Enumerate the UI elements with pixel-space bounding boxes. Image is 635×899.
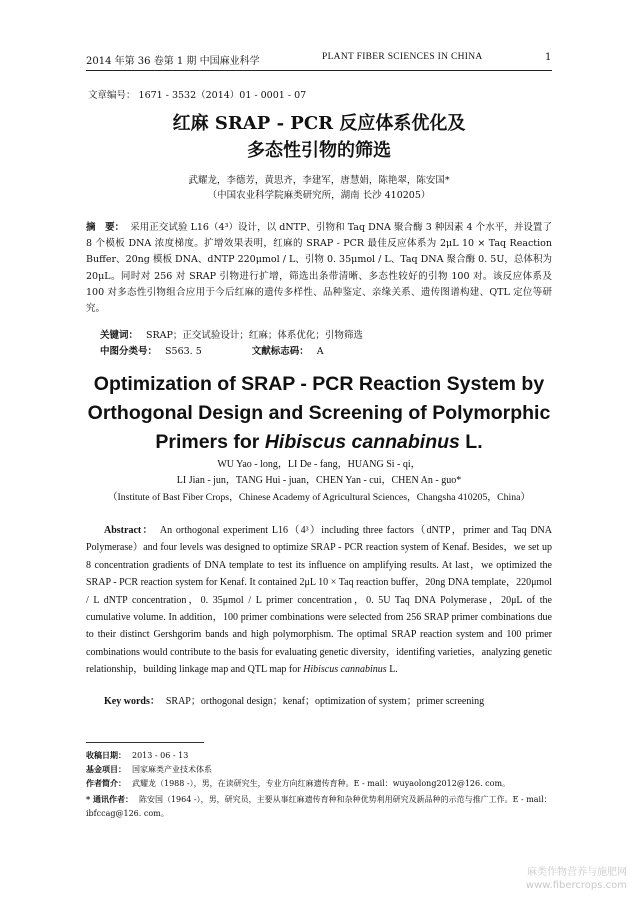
watermark-line2: www.fibercrops.com xyxy=(525,880,627,891)
title-cn-line1: 红麻 SRAP - PCR 反应体系优化及 xyxy=(172,113,466,134)
fund-text: 国家麻类产业技术体系 xyxy=(132,765,212,774)
keywords-cn-label: 关键词： xyxy=(100,330,139,341)
abstract-en-species: Hibiscus cannabinus xyxy=(303,664,387,676)
corresponding-label: * 通讯作者： xyxy=(86,794,133,804)
abstract-en xyxy=(86,522,552,679)
article-number: 文章编号： 1671 - 3532（2014）01 - 0001 - 07 xyxy=(88,90,307,101)
site-watermark xyxy=(526,866,627,892)
watermark-line1: 麻类作物营养与施肥网 xyxy=(527,867,627,878)
footnote-received xyxy=(86,748,556,763)
clc-value: S563. 5 xyxy=(165,346,202,357)
author-bio-text: 武耀龙（1988 -），男，在读研究生，专业方向红麻遗传育种。E - mail：wuyaolong2012@126. com。 xyxy=(132,779,511,788)
running-header-journal-en: PLANT FIBER SCIENCES IN CHINA xyxy=(322,52,483,62)
keywords-en xyxy=(104,692,484,707)
footnote-corresponding xyxy=(86,792,556,821)
footnote-rule xyxy=(86,742,204,743)
running-header-left: 2014 年第 36 卷第 1 期 中国麻业科学 xyxy=(86,56,260,67)
abstract-cn-label: 摘 要： xyxy=(86,222,125,233)
doc-code-label: 文献标志码： xyxy=(251,346,309,357)
keywords-en-label: Key words： xyxy=(104,696,160,707)
abstract-cn-text: 采用正交试验 L16（4³）设计，以 dNTP、引物和 Taq DNA 聚合酶 3 种因素 4 个水平，并设置了 8 个模板 DNA 浓度梯度。扩增效果表明，红麻的 SRAP - PCR 最佳反应体系为 2μL 10 × Taq Reaction Buffer、20ng 模板 DNA、dNTP 220μmol / L、引物 0. 35μmol / L、Taq DNA 聚合酶 0. 5U，总体积为 20μL。同时对 256 对 SRAP 引物进行扩增，筛选出条带清晰、多态性较好的引物 100 对。该反应体系及 100 对多态性引物组合应用于今后红麻的遗传多样性、品种鉴定、亲缘关系、遗传图谱构建、QTL 定位等研究。 xyxy=(86,222,552,315)
keywords-cn-text: SRAP；正交试验设计；红麻；体系优化；引物筛选 xyxy=(146,330,363,341)
abstract-en-label: Abstract： xyxy=(104,525,154,536)
affiliation-en: （Institute of Bast Fiber Crops，Chinese Academy of Agricultural Sciences，Changsha 410205，China） xyxy=(107,492,531,503)
title-en-line1: Optimization of SRAP - PCR Reaction System by xyxy=(93,373,545,395)
author-bio-label: 作者简介： xyxy=(86,778,126,788)
fund-label: 基金项目： xyxy=(86,764,126,774)
authors-cn: 武耀龙，李德芳，黄思齐，李建军，唐慧娟，陈艳翠，陈安国* xyxy=(188,175,450,186)
title-en-line3-prefix: Primers for xyxy=(155,431,265,453)
abstract-en-end: L. xyxy=(386,664,398,676)
abstract-en-text: An orthogonal experiment L16（4³）including three factors（dNTP，primer and Taq DNA Polymerase）and four levels was designed to optimize SRAP - PCR reaction system of Kenaf. Besides，we set up 8 concentration gradients of DNA template to test its influence on amplifying results. At last，we optimized the SRAP - PCR reaction system for Kenaf. It contained 2μL 10 × Taq reaction buffer，20ng DNA template，220μmol / L dNTP concentration，0. 35μmol / L primer concentration，0. 5U Taq DNA Polymerase，20μL of the cumulative volume. In addition，100 primer combinations were selected from 256 SRAP primer combinations due to their distinct Gershgorim bands and high polymorphism. The optimal SRAP reaction system and 100 primer combinations would contribute to the basis for evaluating genetic diversity，identifing varieties，analyzing genetic relationship，building linkage map and QTL map for xyxy=(86,525,553,676)
footnote-author xyxy=(86,776,556,791)
keywords-en-text: SRAP；orthogonal design；kenaf；optimization of system；primer screening xyxy=(165,696,485,707)
corresponding-text: 陈安国（1964 -），男，研究员，主要从事红麻遗传育种和杂种优势利用研究及新品种的示范与推广工作。E - mail：ibfccag@126. com。 xyxy=(86,795,552,818)
footnote-fund xyxy=(86,762,556,777)
clc-label: 中图分类号： xyxy=(100,346,158,357)
page-number: 1 xyxy=(545,52,552,63)
affiliation-cn: （中国农业科学院麻类研究所，湖南 长沙 410205） xyxy=(207,190,431,201)
classification-line xyxy=(100,343,324,357)
authors-en-line1: WU Yao - long，LI De - fang，HUANG Si - qi， xyxy=(217,459,421,470)
keywords-cn xyxy=(100,327,363,341)
received-label: 收稿日期： xyxy=(86,750,126,760)
title-en-species: Hibiscus cannabinus xyxy=(264,431,460,453)
title-en-line3 xyxy=(86,428,552,457)
header-rule xyxy=(86,70,552,71)
title-en-line3-suffix: L. xyxy=(459,431,483,453)
abstract-cn xyxy=(86,220,552,317)
authors-en-line2: LI Jian - jun，TANG Hui - juan，CHEN Yan - cui，CHEN An - guo* xyxy=(176,475,462,486)
received-date: 2013 - 06 - 13 xyxy=(132,751,189,760)
doc-code-value: A xyxy=(316,346,324,357)
title-cn-line2: 多态性引物的筛选 xyxy=(247,140,391,161)
title-en-line2: Orthogonal Design and Screening of Polymorphic xyxy=(87,402,551,424)
